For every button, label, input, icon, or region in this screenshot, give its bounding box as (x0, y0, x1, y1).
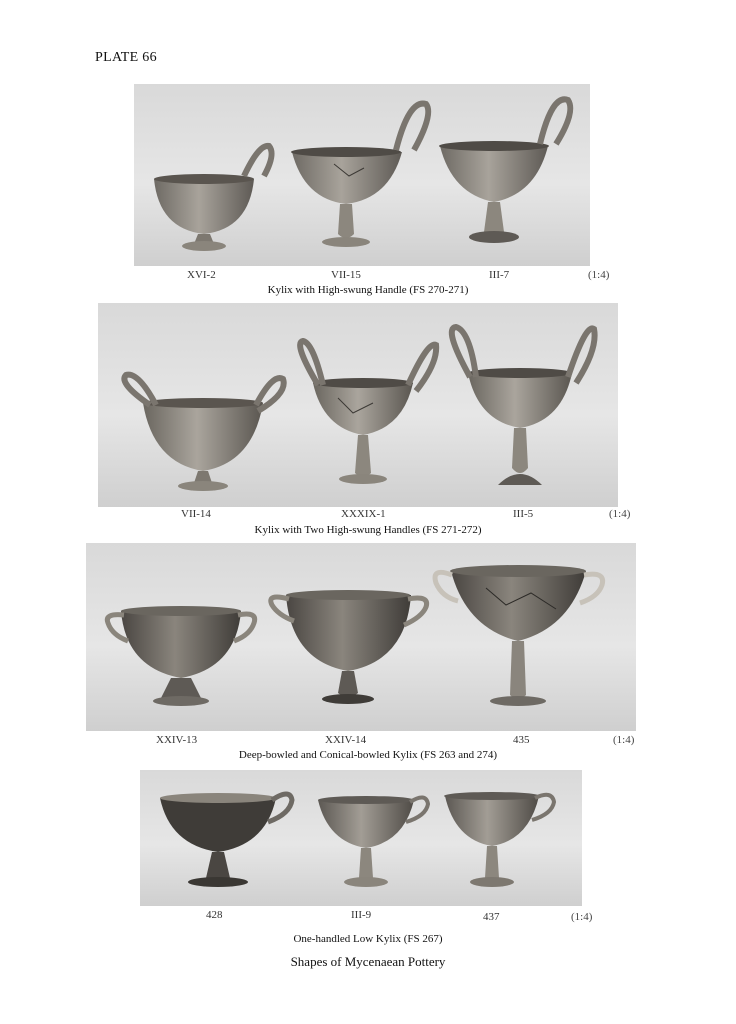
figure-label: XXIV-13 (156, 734, 198, 746)
plate-caption: Kylix with Two High-swung Handles (FS 271-272) (254, 524, 482, 536)
plate-caption: Kylix with High-swung Handle (FS 270-271) (267, 284, 469, 296)
pottery-photo-3 (86, 543, 636, 731)
figure-label: III-7 (489, 269, 510, 281)
vessel-437 (444, 792, 554, 887)
vessel-xxxix-1 (300, 341, 436, 484)
pottery-photo-2 (98, 303, 618, 507)
scale-label: (1:4) (609, 508, 631, 520)
photo-deep-bowled-conical-kylix (86, 543, 636, 731)
figure-label: 435 (513, 734, 530, 746)
vessel-vii-15 (291, 104, 428, 247)
plate-caption: One-handled Low Kylix (FS 267) (293, 933, 443, 945)
photo-one-handled-low-kylix (140, 770, 582, 906)
plate-title: PLATE 66 (95, 50, 157, 65)
page-footer-title: Shapes of Mycenaean Pottery (290, 954, 446, 969)
figure-label: 428 (206, 909, 223, 921)
vessel-428 (160, 793, 292, 887)
scale-label: (1:4) (588, 269, 610, 281)
vessel-vii-14 (124, 375, 283, 491)
figure-label: III-9 (351, 909, 372, 921)
figure-label: VII-14 (181, 508, 211, 520)
scale-label: (1:4) (613, 734, 635, 746)
vessel-xxiv-13 (107, 606, 254, 706)
plate-caption: Deep-bowled and Conical-bowled Kylix (FS 263 and 274) (238, 749, 498, 761)
pottery-photo-1 (134, 84, 590, 266)
scale-label: (1:4) (571, 911, 593, 923)
vessel-iii-7 (439, 99, 570, 243)
vessel-xvi-2 (154, 146, 272, 251)
vessel-iii-9 (318, 796, 428, 887)
vessel-xxiv-14 (271, 590, 427, 704)
figure-label: XXXIX-1 (341, 508, 386, 520)
photo-kylix-two-high-swung-handles (98, 303, 618, 507)
figure-label: XVI-2 (187, 269, 216, 281)
photo-kylix-high-swung-handle (134, 84, 590, 266)
pottery-photo-4 (140, 770, 582, 906)
figure-label: VII-15 (331, 269, 361, 281)
figure-label: III-5 (513, 508, 534, 520)
vessel-iii-5 (452, 327, 595, 485)
figure-label: XXIV-14 (325, 734, 367, 746)
vessel-435 (435, 565, 603, 706)
figure-label: 437 (483, 911, 500, 923)
